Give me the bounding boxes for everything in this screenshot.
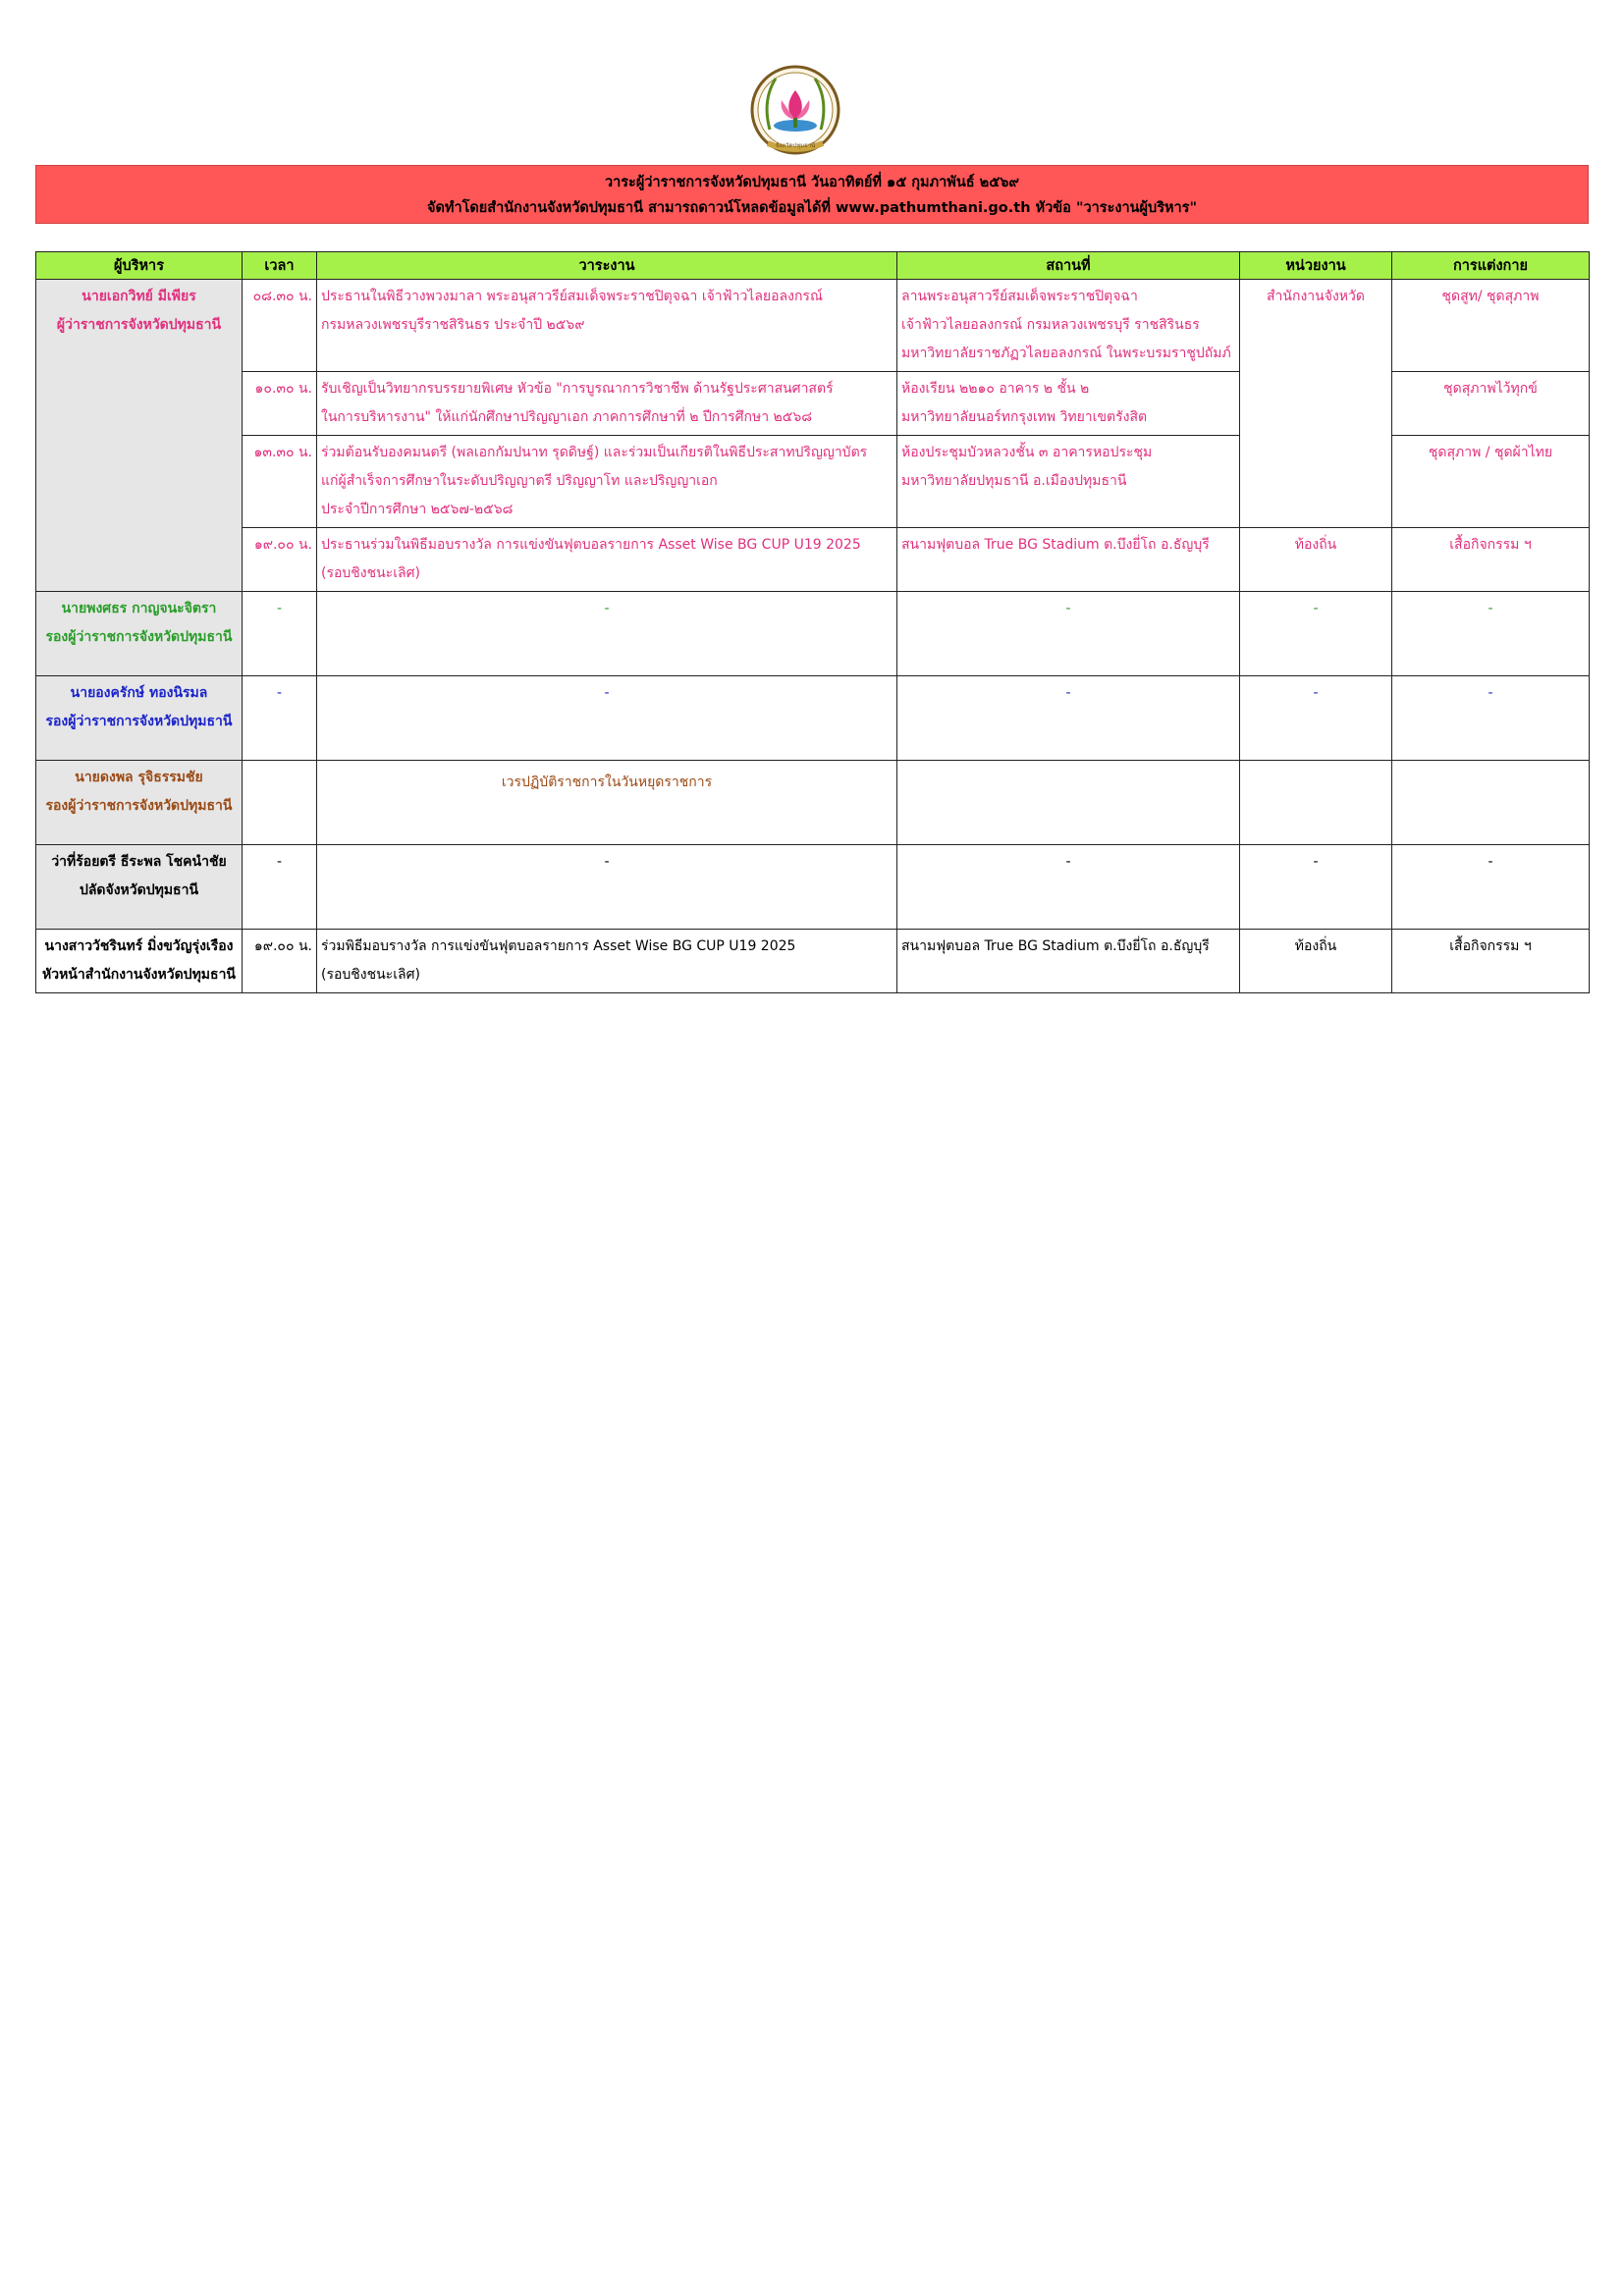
table-row [36, 528, 1590, 592]
dress-cell [1392, 761, 1590, 845]
deputy2-name: นายองครักษ์ ทองนิรมล [70, 685, 208, 701]
deputy1-name: นายพงศธร กาญจนะจิตรา [61, 601, 217, 616]
time-cell: ๐๘.๓๐ น. [243, 280, 317, 372]
column-header-time: เวลา [243, 252, 317, 280]
place-line: มหาวิทยาลัยนอร์ทกรุงเทพ วิทยาเขตรังสิต [901, 409, 1148, 425]
deputy2-cell [36, 676, 243, 761]
dress-cell: ชุดสูท/ ชุดสุภาพ [1392, 280, 1590, 372]
agenda-line: กรมหลวงเพชรบุรีราชสิรินธร ประจำปี ๒๕๖๙ [321, 317, 585, 333]
table-header-row [36, 252, 1590, 280]
column-header-place: สถานที่ [897, 252, 1240, 280]
agenda-cell: - [317, 845, 897, 930]
place-cell [897, 372, 1240, 436]
office-head-name: นางสาววัชรินทร์ มิ่งขวัญรุ่งเรือง [44, 938, 234, 954]
deputy1-title: รองผู้ว่าราชการจังหวัดปทุมธานี [45, 629, 233, 645]
agenda-line: ในการบริหารงาน" ให้แก่นักศึกษาปริญญาเอก ภาคการศึกษาที่ ๒ ปีการศึกษา ๒๕๖๘ [321, 409, 813, 425]
place-line: มหาวิทยาลัยราชภัฏวไลยอลงกรณ์ ในพระบรมราชูปถัมภ์ [901, 346, 1231, 361]
agenda-cell [317, 280, 897, 372]
page-subtitle: จัดทำโดยสำนักงานจังหวัดปทุมธานี สามารถดาวน์โหลดข้อมูลได้ที่ www.pathumthani.go.th หัวข้อ "วาระงานผู้บริหาร" [426, 200, 1198, 216]
agency-cell: - [1240, 676, 1392, 761]
agenda-line: ร่วมต้อนรับองคมนตรี (พลเอกกัมปนาท รุดดิษฐ์) และร่วมเป็นเกียรติในพิธีประสาทปริญญาบัตร [321, 445, 868, 460]
office-head-cell [36, 930, 243, 993]
agency-cell: - [1240, 845, 1392, 930]
provincial-seal-lotus-icon [748, 61, 842, 159]
agenda-cell [317, 528, 897, 592]
table-row [36, 761, 1590, 845]
deputy1-cell [36, 592, 243, 676]
agenda-cell [317, 372, 897, 436]
column-header-executive: ผู้บริหาร [36, 252, 243, 280]
deputy3-title: รองผู้ว่าราชการจังหวัดปทุมธานี [45, 798, 233, 814]
office-head-title: หัวหน้าสำนักงานจังหวัดปทุมธานี [41, 967, 236, 983]
place-line: สนามฟุตบอล True BG Stadium ต.บึงยี่โถ อ.ธัญบุรี [901, 537, 1210, 553]
place-cell [897, 528, 1240, 592]
place-line: ห้องประชุมบัวหลวงชั้น ๓ อาคารหอประชุม [901, 445, 1153, 460]
agency-cell: ท้องถิ่น [1240, 930, 1392, 993]
deputy-governor-title: ปลัดจังหวัดปทุมธานี [79, 882, 199, 898]
place-cell: - [897, 676, 1240, 761]
agency-cell: ท้องถิ่น [1240, 528, 1392, 592]
place-cell [897, 436, 1240, 528]
time-cell: - [243, 845, 317, 930]
agenda-cell: เวรปฏิบัติราชการในวันหยุดราชการ [317, 761, 897, 845]
agency-cell: สำนักงานจังหวัด [1240, 280, 1392, 528]
table-row [36, 930, 1590, 993]
agenda-line: (รอบชิงชนะเลิศ) [321, 967, 420, 983]
dress-cell: - [1392, 592, 1590, 676]
deputy2-title: รองผู้ว่าราชการจังหวัดปทุมธานี [45, 714, 233, 729]
time-cell: ๑๓.๓๐ น. [243, 436, 317, 528]
time-cell [243, 761, 317, 845]
dress-cell: - [1392, 676, 1590, 761]
place-cell [897, 761, 1240, 845]
place-cell: - [897, 845, 1240, 930]
agenda-line: รับเชิญเป็นวิทยากรบรรยายพิเศษ หัวข้อ "การบูรณาการวิชาชีพ ด้านรัฐประศาสนศาสตร์ [321, 381, 834, 397]
place-line: ลานพระอนุสาวรีย์สมเด็จพระราชปิตุจฉา [901, 289, 1138, 304]
agenda-cell: - [317, 592, 897, 676]
agenda-cell [317, 436, 897, 528]
dress-cell: เสื้อกิจกรรม ฯ [1392, 528, 1590, 592]
time-cell: - [243, 676, 317, 761]
page-title: วาระผู้ว่าราชการจังหวัดปทุมธานี วันอาทิตย์ที่ ๑๕ กุมภาพันธ์ ๒๕๖๙ [604, 175, 1020, 190]
agency-cell: - [1240, 592, 1392, 676]
place-line: มหาวิทยาลัยปทุมธานี อ.เมืองปทุมธานี [901, 473, 1127, 489]
table-row [36, 592, 1590, 676]
table-row [36, 676, 1590, 761]
time-cell: ๑๙.๐๐ น. [243, 528, 317, 592]
deputy-governor-name: ว่าที่ร้อยตรี ธีระพล โชคนำชัย [51, 854, 227, 870]
agenda-cell: - [317, 676, 897, 761]
agency-cell [1240, 761, 1392, 845]
place-cell: - [897, 592, 1240, 676]
column-header-dress: การแต่งกาย [1392, 252, 1590, 280]
schedule-table [35, 251, 1590, 993]
agenda-line: ประธานร่วมในพิธีมอบรางวัล การแข่งขันฟุตบอลรายการ Asset Wise BG CUP U19 2025 [321, 537, 861, 553]
dress-cell: ชุดสุภาพ / ชุดผ้าไทย [1392, 436, 1590, 528]
place-cell [897, 280, 1240, 372]
table-row [36, 280, 1590, 372]
dress-cell: เสื้อกิจกรรม ฯ [1392, 930, 1590, 993]
column-header-agenda: วาระงาน [317, 252, 897, 280]
page-banner [35, 165, 1589, 224]
dress-cell: - [1392, 845, 1590, 930]
agenda-cell [317, 930, 897, 993]
dress-cell: ชุดสุภาพไว้ทุกข์ [1392, 372, 1590, 436]
governor-name: นายเอกวิทย์ มีเพียร [81, 289, 196, 304]
governor-cell [36, 280, 243, 592]
time-cell: ๑๙.๐๐ น. [243, 930, 317, 993]
place-cell: สนามฟุตบอล True BG Stadium ต.บึงยี่โถ อ.ธัญบุรี [897, 930, 1240, 993]
deputy3-name: นายดงพล รุจิธรรมชัย [75, 770, 203, 785]
column-header-agency: หน่วยงาน [1240, 252, 1392, 280]
agenda-line: แก่ผู้สำเร็จการศึกษาในระดับปริญญาตรี ปริญญาโท และปริญญาเอก [321, 473, 718, 489]
agenda-line: (รอบชิงชนะเลิศ) [321, 565, 420, 581]
time-cell: - [243, 592, 317, 676]
deputy3-cell [36, 761, 243, 845]
place-line: เจ้าฟ้าวไลยอลงกรณ์ กรมหลวงเพชรบุรี ราชสิรินธร [901, 317, 1200, 333]
time-cell: ๑๐.๓๐ น. [243, 372, 317, 436]
agenda-line: ประธานในพิธีวางพวงมาลา พระอนุสาวรีย์สมเด็จพระราชปิตุจฉา เจ้าฟ้าวไลยอลงกรณ์ [321, 289, 823, 304]
agenda-line: ร่วมพิธีมอบรางวัล การแข่งขันฟุตบอลรายการ Asset Wise BG CUP U19 2025 [321, 938, 796, 954]
deputy-governor-cell [36, 845, 243, 930]
place-line: ห้องเรียน ๒๒๑๐ อาคาร ๒ ชั้น ๒ [901, 381, 1090, 397]
seal-text: จังหวัดปทุมธานี [775, 142, 816, 149]
governor-title: ผู้ว่าราชการจังหวัดปทุมธานี [56, 317, 222, 333]
table-row [36, 845, 1590, 930]
agenda-line: ประจำปีการศึกษา ๒๕๖๗-๒๕๖๘ [321, 502, 514, 517]
